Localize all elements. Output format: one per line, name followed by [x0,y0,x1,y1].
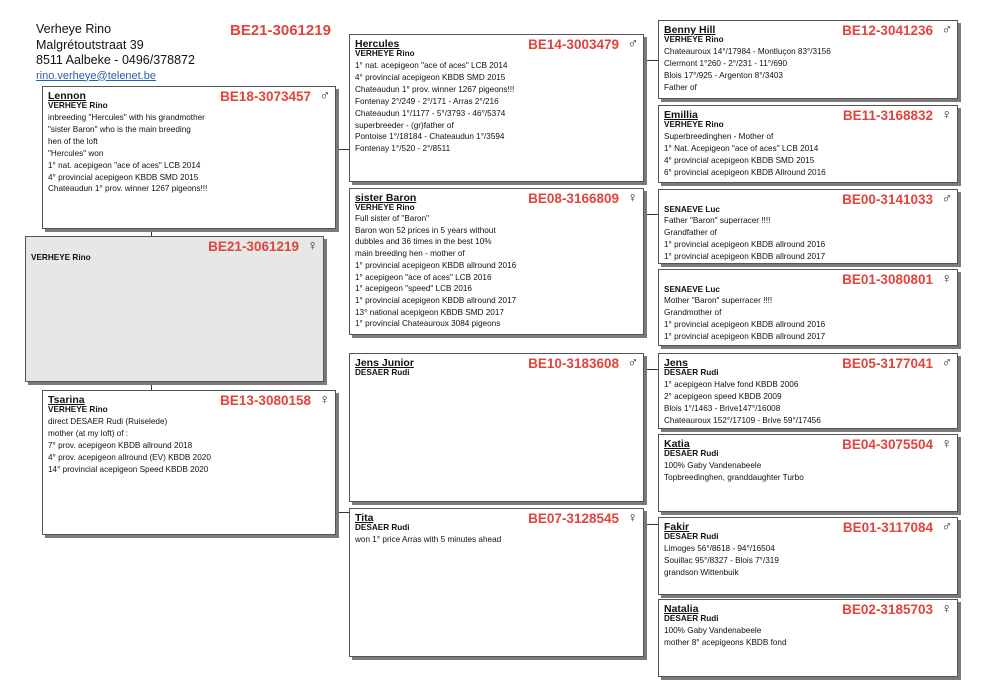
ggparent-4-notes [664,295,825,343]
ggparent-2-breeder: VERHEYE Rino [664,120,724,129]
grandsire-maternal-ring: BE10-3183608 [528,356,619,371]
owner-city-phone: 8511 Aalbeke - 0496/378872 [36,53,195,67]
note-line: Grandmother of [664,307,722,317]
note-line: 1° provincial acepigeon KBDB allround 2016 [355,260,517,270]
note-line: Fontenay 1°/520 - 2°/8511 [355,144,451,154]
note-line: Clermont 1°260 - 2°/231 - 11°/690 [664,58,787,68]
note-line: 14° provincial acepigeon Speed KBDB 2020 [48,464,209,474]
note-line: 1° nat. acepigeon "ace of aces" LCB 2014 [48,160,201,170]
note-line: 13° national acepigeon KBDB SMD 2017 [355,307,504,317]
note-line: Mother "Baron" superracer !!!! [664,296,773,305]
note-line: 1° acepigeon "speed" LCB 2016 [355,284,472,294]
female-icon: ♀ [941,270,952,286]
note-line: Father of [664,82,697,92]
ggparent-5-name: Jens [664,357,688,369]
note-line: Blois 17°/925 - Argenton 8°/3403 [664,70,783,80]
ggparent-5-breeder: DESAER Rudi [664,368,719,377]
male-icon: ♂ [941,518,952,534]
owner-name: Verheye Rino [36,22,112,36]
note-line: 100% Gaby Vandenabeele [664,461,762,470]
grandsire-paternal-card[interactable] [349,34,644,182]
granddam-maternal-ring: BE07-3128545 [528,511,619,526]
subject-ring: BE21-3061219 [208,239,299,254]
ggparent-5-card[interactable] [658,353,958,429]
note-line: Chateauroux 152°/17109 - Brive 59°/17456 [664,415,821,425]
note-line: 1° provincial acepigeon KBDB allround 2017 [664,251,826,261]
note-line: Baron won 52 prices in 5 years without [355,225,496,235]
female-icon: ♀ [941,435,952,451]
note-line: "Hercules" won [48,148,104,158]
ggparent-3-card[interactable] [658,189,958,264]
female-icon: ♀ [627,509,638,525]
grandsire-maternal-card[interactable] [349,353,644,502]
sire-notes [48,112,207,195]
ggparent-1-name: Benny Hill [664,24,716,36]
note-line: mother (at my loft) of : [48,428,129,438]
ggparent-2-notes [664,131,826,179]
connector-g2-hercules [644,60,658,61]
note-line: 1° nat. acepigeon "ace of aces" LCB 2014 [355,61,508,70]
note-line: Pontoise 1°/18184 - Chateaudun 1°/3594 [355,132,505,142]
note-line: Full sister of "Baron" [355,214,430,223]
ggparent-8-breeder: DESAER Rudi [664,614,719,623]
note-line: Superbreedinghen - Mother of [664,132,774,141]
note-line: 6° provincial acepigeon KBDB Allround 2016 [664,167,826,177]
note-line: 1° provincial Chateauroux 3084 pigeons [355,319,501,329]
note-line: Chateaudun 1°/1177 - 5°/3793 - 46°/5374 [355,108,506,118]
note-line: Grandfather of [664,227,717,237]
note-line: mother 8° acepigeons KBDB fond [664,637,787,647]
ggparent-2-ring: BE11-3168832 [842,108,933,123]
ggparent-1-card[interactable] [658,20,958,99]
note-line: 1° acepigeon "ace of aces" LCB 2016 [355,272,492,282]
ggparent-3-ring: BE00-3141033 [842,192,933,207]
connector-sire-hercules [337,149,349,150]
note-line: 4° prov. acepigeon allround (EV) KBDB 2020 [48,452,211,462]
pedigree-ring-number: BE21-3061219 [230,22,331,39]
granddam-paternal-name: sister Baron [355,192,417,204]
granddam-maternal-name: Tita [355,512,374,524]
male-icon: ♂ [627,354,638,370]
connector-dam-tita-h [337,512,349,513]
dam-breeder: VERHEYE Rino [48,405,108,414]
dam-name: Tsarina [48,394,85,406]
note-line: Blois 1°/1463 - Brive147°/16008 [664,403,781,413]
note-line: grandson Wittenbuik [664,567,739,577]
subject-card[interactable] [25,236,324,382]
note-line: 4° provincial acepigeon KBDB SMD 2015 [664,155,815,165]
grandsire-paternal-ring: BE14-3003479 [528,37,619,52]
dam-card[interactable] [42,390,336,535]
note-line: 2° acepigeon speed KBDB 2009 [664,391,782,401]
note-line: hen of the loft [48,136,98,146]
granddam-maternal-breeder: DESAER Rudi [355,523,410,532]
ggparent-6-breeder: DESAER Rudi [664,449,719,458]
ggparent-1-notes [664,46,831,94]
note-line: 1° acepigeon Halve fond KBDB 2006 [664,380,799,389]
note-line: Fontenay 2°/249 - 2°/171 - Arras 2°/216 [355,96,499,106]
subject-breeder: VERHEYE Rino [31,253,91,262]
connector-g2-jens [644,369,658,370]
note-line: 1° provincial acepigeon KBDB allround 2017 [355,295,517,305]
female-icon: ♀ [319,391,330,407]
note-line: Topbreedinghen, granddaughter Turbo [664,472,804,482]
dam-ring: BE13-3080158 [220,393,311,408]
granddam-paternal-breeder: VERHEYE Rino [355,203,415,212]
ggparent-2-card[interactable] [658,105,958,183]
note-line: main breeding hen - mother of [355,249,465,259]
note-line: won 1° price Arras with 5 minutes ahead [355,535,502,544]
ggparent-5-ring: BE05-3177041 [842,356,933,371]
sire-card[interactable] [42,86,336,229]
ggparent-1-ring: BE12-3041236 [842,23,933,38]
ggparent-1-breeder: VERHEYE Rino [664,35,724,44]
male-icon: ♂ [941,190,952,206]
note-line: 1° provincial acepigeon KBDB allround 2016 [664,319,826,329]
male-icon: ♂ [627,35,638,51]
note-line: 1° Nat. Acepigeon "ace of aces" LCB 2014 [664,143,819,153]
female-icon: ♀ [941,106,952,122]
granddam-paternal-notes [355,213,516,330]
note-line: Limoges 56°/8618 - 94°/16504 [664,544,775,553]
grandsire-maternal-breeder: DESAER Rudi [355,368,410,377]
note-line: Chateaudun 1° prov. winner 1267 pigeons!!! [355,84,515,94]
ggparent-6-name: Katia [664,438,690,450]
connector-g2-baron [644,214,658,215]
female-icon: ♀ [627,189,638,205]
ggparent-6-card[interactable] [658,434,958,512]
ggparent-8-name: Natalia [664,603,699,615]
note-line: 1° provincial acepigeon KBDB allround 2017 [664,331,826,341]
grandsire-maternal-name: Jens Junior [355,357,414,369]
note-line: direct DESAER Rudi (Ruiselede) [48,417,168,426]
ggparent-7-breeder: DESAER Rudi [664,532,719,541]
female-icon: ♀ [941,600,952,616]
owner-email-link[interactable]: rino.verheye@telenet.be [36,69,157,82]
ggparent-8-notes [664,625,787,649]
note-line: 100% Gaby Vandenabeele [664,626,762,635]
connector-g2-tita [644,524,658,525]
ggparent-6-notes [664,460,804,484]
ggparent-7-card[interactable] [658,517,958,595]
note-line: 4° provincial acepigeon KBDB SMD 2015 [355,72,506,82]
male-icon: ♂ [319,87,330,103]
note-line: Chateaudun 1° prov. winner 1267 pigeons!!! [48,184,208,194]
note-line: 1° provincial acepigeon KBDB allround 2016 [664,239,826,249]
note-line: Chateauroux 14°/17984 - Montluçon 83°/3156 [664,47,831,56]
note-line: dubbles and 36 times in the best 10% [355,237,492,247]
owner-street: Malgrétoutstraat 39 [36,37,144,52]
male-icon: ♂ [941,21,952,37]
connector-subject-dam [151,381,152,390]
note-line: Father "Baron" superracer !!!! [664,216,771,225]
ggparent-6-ring: BE04-3075504 [842,437,933,452]
sire-ring: BE18-3073457 [220,89,311,104]
ggparent-8-card[interactable] [658,599,958,677]
connector-dam-tita [337,400,338,512]
grandsire-paternal-notes [355,60,514,155]
note-line: 4° provincial acepigeon KBDB SMD 2015 [48,172,199,182]
ggparent-4-ring: BE01-3080801 [842,272,933,287]
sire-name: Lennon [48,90,86,102]
note-line: superbreeder - (gr)father of [355,120,454,130]
ggparent-4-card[interactable] [658,269,958,346]
ggparent-2-name: Emillia [664,109,698,121]
granddam-maternal-card[interactable] [349,508,644,657]
note-line: inbreeding "Hercules" with his grandmother [48,113,205,122]
ggparent-7-ring: BE01-3117084 [842,520,933,535]
ggparent-7-notes [664,543,779,579]
ggparent-4-breeder: SENAEVE Luc [664,285,720,294]
owner-header [36,22,195,84]
female-icon: ♀ [307,237,318,253]
grandsire-paternal-name: Hercules [355,38,400,50]
granddam-paternal-ring: BE08-3166809 [528,191,619,206]
ggparent-5-notes [664,379,821,427]
granddam-maternal-notes [355,534,501,546]
note-line: Souillac 95°/8327 - Blois 7°/319 [664,555,779,565]
note-line: "sister Baron" who is the main breeding [48,124,191,134]
connector-sire-hercules-v [337,110,338,150]
ggparent-7-name: Fakir [664,521,690,533]
dam-notes [48,416,211,476]
note-line: 7° prov. acepigeon KBDB allround 2018 [48,440,193,450]
ggparent-3-notes [664,215,825,263]
ggparent-3-breeder: SENAEVE Luc [664,205,720,214]
sire-breeder: VERHEYE Rino [48,101,108,110]
granddam-paternal-card[interactable] [349,188,644,335]
ggparent-8-ring: BE02-3185703 [842,602,933,617]
grandsire-paternal-breeder: VERHEYE Rino [355,49,415,58]
male-icon: ♂ [941,354,952,370]
